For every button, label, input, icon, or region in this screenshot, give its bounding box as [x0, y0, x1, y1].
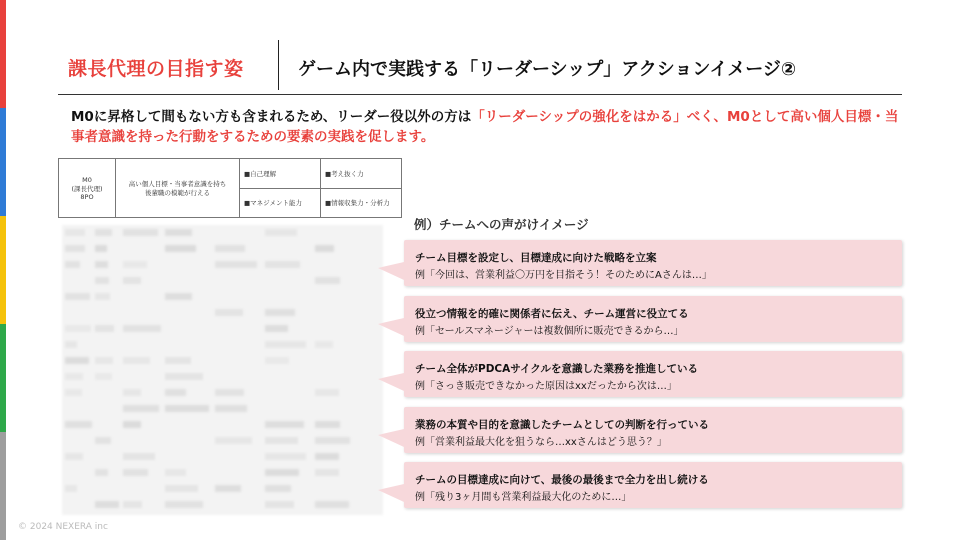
- redacted-cell: [215, 437, 252, 444]
- skill-cell: ■自己理解: [240, 159, 321, 189]
- bubble-example: 例「さっき販売できなかった原因はxxだったから次は…」: [415, 381, 677, 392]
- redacted-cell: [165, 485, 198, 492]
- speech-bubble-tail: [378, 484, 404, 502]
- redacted-cell: [95, 293, 110, 300]
- redacted-cell: [65, 357, 89, 364]
- redacted-cell: [265, 469, 299, 476]
- redacted-cell: [315, 421, 340, 428]
- redacted-cell: [315, 277, 340, 284]
- redacted-cell: [123, 261, 147, 268]
- bubble-title: 役立つ情報を的確に関係者に伝え、チーム運営に役立てる: [415, 308, 689, 320]
- edge-yellow: [0, 216, 6, 324]
- redacted-cell: [265, 421, 304, 428]
- section-title: 課長代理の目指す姿: [68, 58, 244, 80]
- bubble-example: 例「営業利益最大化を狙うなら…xxさんはどう思う？」: [415, 437, 667, 448]
- redacted-cell: [123, 421, 141, 428]
- redacted-cell: [95, 325, 114, 332]
- speech-bubble-tail: [378, 373, 404, 391]
- intro-text-plain: M0に昇格して間もない方も含まれるため、リーダー役以外の方は: [71, 109, 472, 125]
- redacted-cell: [315, 469, 339, 476]
- redacted-cell: [215, 389, 244, 396]
- redacted-cell: [215, 309, 243, 316]
- redacted-cell: [65, 341, 77, 348]
- redacted-cell: [95, 245, 107, 252]
- redacted-cell: [165, 245, 196, 252]
- redacted-cell: [65, 293, 90, 300]
- redacted-cell: [95, 437, 111, 444]
- speech-bubble-tail: [378, 262, 404, 280]
- redacted-cell: [265, 325, 288, 332]
- redacted-cell: [95, 469, 108, 476]
- redacted-cell: [165, 373, 203, 380]
- speech-bubble: [404, 351, 902, 397]
- redacted-cell: [265, 501, 294, 508]
- intro-text: [71, 107, 901, 147]
- bubble-example: 例「今回は、営業利益〇万円を目指そう！そのためにAさんは…」: [415, 270, 712, 281]
- redacted-cell: [65, 453, 83, 460]
- edge-blue: [0, 108, 6, 216]
- redacted-cell: [315, 501, 349, 508]
- redacted-cell: [123, 501, 142, 508]
- speech-bubble-tail: [378, 429, 404, 447]
- redacted-cell: [95, 261, 108, 268]
- redacted-cell: [265, 229, 297, 236]
- page-title: ゲーム内で実践する「リーダーシップ」アクションイメージ②: [298, 59, 797, 80]
- skill-cell: ■マネジメント能力: [240, 188, 321, 218]
- redacted-cell: [215, 245, 245, 252]
- example-label: 例）チームへの声がけイメージ: [414, 217, 589, 232]
- grade-table: [58, 158, 402, 218]
- bubble-title: チーム全体がPDCAサイクルを意識した業務を推進している: [415, 363, 698, 375]
- redacted-cell: [265, 261, 300, 268]
- redacted-cell: [95, 357, 113, 364]
- redacted-cell: [165, 405, 209, 412]
- header-rule: [58, 94, 902, 95]
- redacted-cell: [265, 453, 306, 460]
- redacted-cell: [123, 357, 150, 364]
- redacted-cell: [165, 357, 191, 364]
- redacted-cell: [165, 501, 203, 508]
- redacted-cell: [215, 261, 257, 268]
- redacted-table-image: [62, 225, 383, 515]
- speech-bubble: [404, 240, 902, 286]
- redacted-cell: [315, 245, 334, 252]
- redacted-cell: [65, 229, 85, 236]
- speech-bubble: [404, 462, 902, 508]
- redacted-cell: [95, 373, 112, 380]
- edge-gray: [0, 432, 6, 540]
- skill-cell: ■情報収集力・分析力: [321, 188, 402, 218]
- redacted-cell: [95, 501, 119, 508]
- redacted-cell: [95, 229, 112, 236]
- redacted-cell: [165, 229, 192, 236]
- redacted-cell: [315, 453, 339, 460]
- redacted-cell: [265, 357, 289, 364]
- bubble-example: 例「セールスマネージャーは複数個所に販売できるから…」: [415, 326, 684, 337]
- redacted-cell: [123, 405, 159, 412]
- redacted-cell: [215, 485, 241, 492]
- redacted-cell: [315, 341, 333, 348]
- redacted-cell: [215, 405, 247, 412]
- redacted-cell: [315, 389, 339, 396]
- redacted-cell: [123, 229, 158, 236]
- intro-text-highlight: 「リーダーシップの強化をはかる」べく、M0として高い個人目標・当事者意識を持った行動をするための要素の実践を促します。: [71, 109, 899, 145]
- redacted-cell: [165, 469, 186, 476]
- redacted-cell: [95, 277, 109, 284]
- grade-description-cell: 高い個人目標・当事者意識を持ち 後輩職の模範が行える: [116, 159, 240, 218]
- speech-bubble-tail: [378, 318, 404, 336]
- redacted-cell: [265, 485, 291, 492]
- redacted-cell: [65, 485, 77, 492]
- bubble-title: 業務の本質や目的を意識したチームとしての判断を行っている: [415, 419, 709, 431]
- redacted-cell: [65, 373, 83, 380]
- bubble-example: 例「残り3ヶ月間も営業利益最大化のために…」: [415, 492, 632, 503]
- redacted-cell: [265, 341, 306, 348]
- redacted-cell: [165, 293, 192, 300]
- redacted-cell: [65, 421, 92, 428]
- redacted-cell: [265, 437, 298, 444]
- redacted-cell: [65, 325, 91, 332]
- bubble-title: チーム目標を設定し、目標達成に向けた戦略を立案: [415, 252, 657, 264]
- copyright: © 2024 NEXERA inc: [18, 522, 108, 532]
- skill-cell: ■考え抜く力: [321, 159, 402, 189]
- redacted-cell: [265, 309, 295, 316]
- redacted-cell: [65, 245, 85, 252]
- redacted-cell: [65, 261, 80, 268]
- bubble-title: チームの目標達成に向けて、最後の最後まで全力を出し続ける: [415, 474, 709, 486]
- redacted-cell: [123, 325, 161, 332]
- redacted-cell: [123, 469, 148, 476]
- redacted-cell: [315, 437, 350, 444]
- edge-red: [0, 0, 6, 108]
- redacted-cell: [123, 453, 155, 460]
- speech-bubble: [404, 296, 902, 342]
- grade-cell: M0 (課長代理) 8PO: [59, 159, 116, 218]
- header-divider: [278, 40, 279, 90]
- redacted-cell: [165, 389, 186, 396]
- speech-bubble: [404, 407, 902, 453]
- redacted-cell: [65, 389, 82, 396]
- redacted-cell: [123, 277, 141, 284]
- redacted-cell: [123, 389, 141, 396]
- edge-green: [0, 324, 6, 432]
